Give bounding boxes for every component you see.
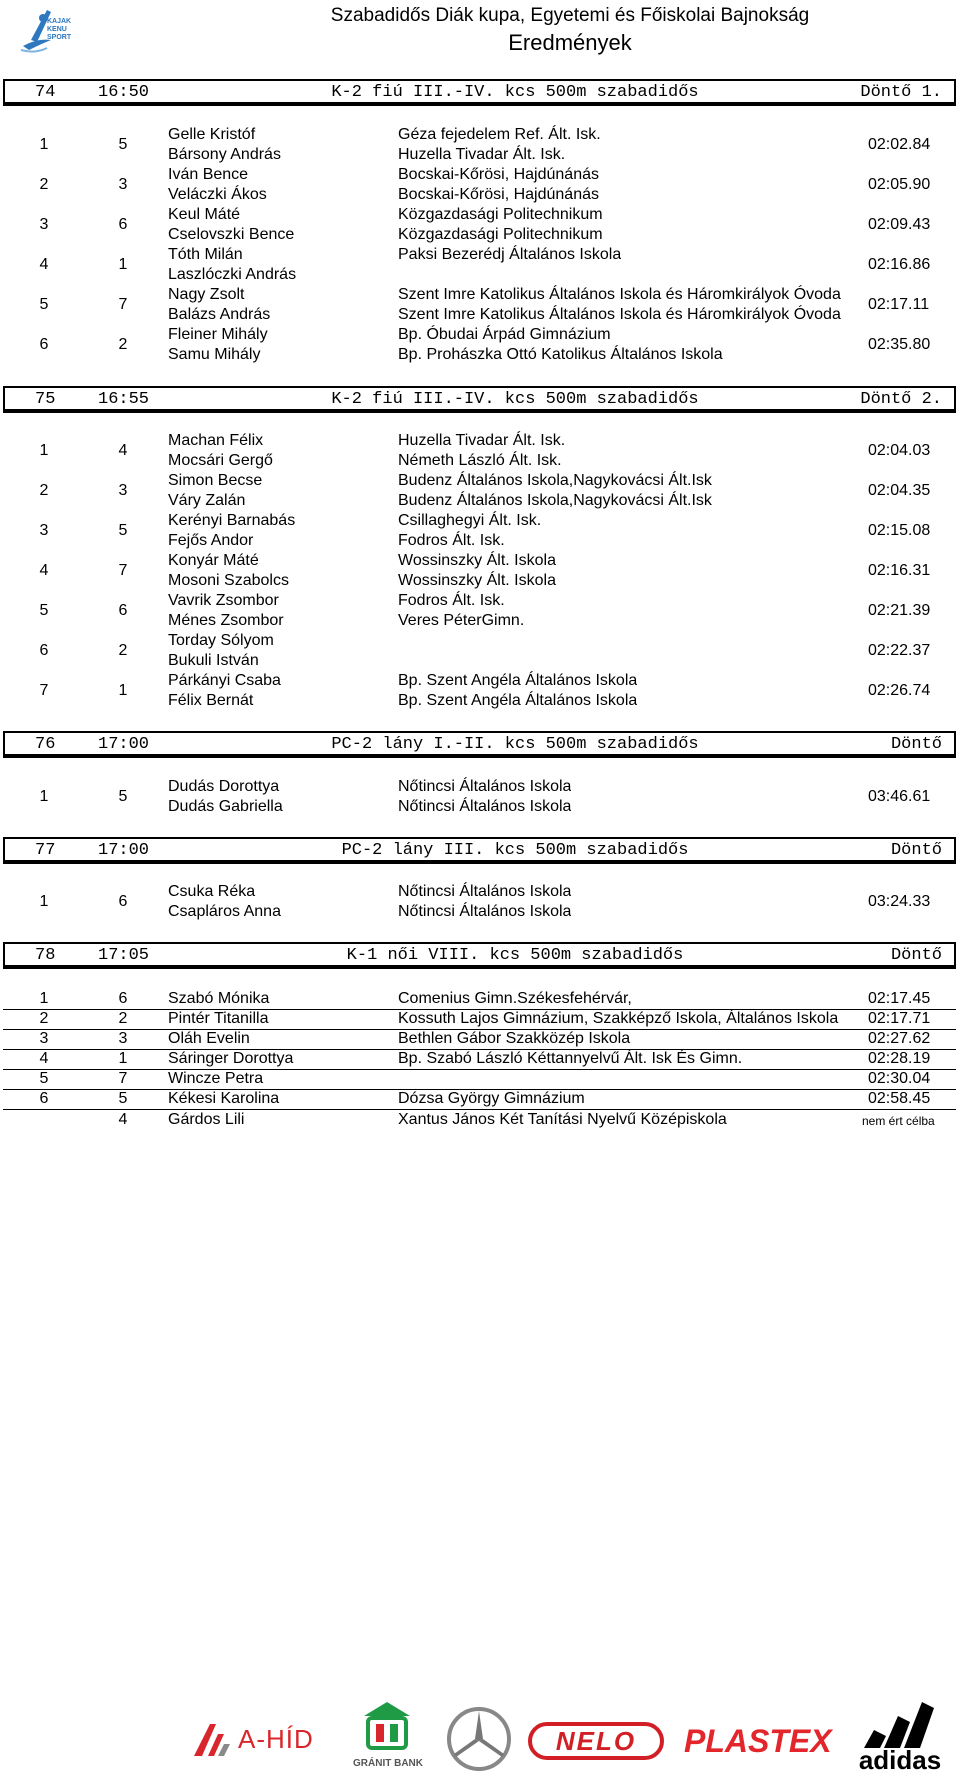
club-name: Bp. Szent Angéla Általános Iskola (398, 672, 638, 689)
lane: 1 (118, 1050, 128, 1067)
result-time: 02:58.45 (868, 1090, 931, 1107)
club-name: Nőtincsi Általános Iskola (398, 798, 572, 815)
event-round: Döntő (890, 841, 942, 860)
lane: 7 (118, 1070, 128, 1087)
granit-bank-mark-icon (362, 1700, 412, 1752)
place: 4 (39, 256, 49, 273)
club-name: Bp. Óbudai Árpád Gimnázium (398, 326, 611, 343)
event-name: PC-2 lány III. kcs 500m szabadidős (341, 841, 689, 860)
athlete-name: Pintér Titanilla (168, 1010, 269, 1027)
club-name: Bocskai-Kőrösi, Hajdúnánás (398, 166, 599, 183)
lane: 1 (118, 256, 128, 273)
athlete-name: Fejős Andor (168, 532, 254, 549)
club-name: Huzella Tivadar Ált. Isk. (398, 146, 566, 163)
event-time: 17:00 (98, 841, 150, 860)
club-name: Fodros Ált. Isk. (398, 592, 505, 609)
result-time: 02:04.03 (868, 442, 931, 459)
place: 6 (39, 1090, 49, 1107)
athlete-name: Machan Félix (168, 432, 264, 449)
club-name: Szent Imre Katolikus Általános Iskola és Háromkirályok Óvoda (398, 286, 841, 303)
event-time: 17:05 (98, 946, 150, 965)
result-time: 02:27.62 (868, 1030, 931, 1047)
ahid-mark-icon (192, 1720, 236, 1760)
place: 6 (39, 642, 49, 659)
event-round: Döntő (890, 735, 942, 754)
place: 6 (39, 336, 49, 353)
club-name: Fodros Ált. Isk. (398, 532, 505, 549)
result-time: 02:02.84 (868, 136, 931, 153)
adidas-label: adidas (858, 1745, 942, 1775)
sponsor-adidas (850, 1700, 950, 1776)
event-round: Döntő 1. (860, 83, 942, 102)
event-number: 74 (35, 83, 56, 102)
place: 3 (39, 1030, 49, 1047)
athlete-name: Keul Máté (168, 206, 241, 223)
club-name: Szent Imre Katolikus Általános Iskola és Háromkirályok Óvoda (398, 306, 841, 323)
athlete-name: Veláczki Ákos (168, 186, 267, 203)
lane: 6 (118, 216, 128, 233)
athlete-name: Balázs András (168, 306, 271, 323)
lane: 2 (118, 336, 128, 353)
club-name: Közgazdasági Politechnikum (398, 226, 603, 243)
club-name: Kossuth Lajos Gimnázium, Szakképző Iskola, Általános Iskola (398, 1010, 839, 1027)
place: 1 (39, 893, 49, 910)
athlete-name: Szabó Mónika (168, 990, 270, 1007)
result-time: 02:28.19 (868, 1050, 931, 1067)
result-time: 02:16.31 (868, 562, 931, 579)
lane: 3 (118, 176, 128, 193)
logo-text-kajak: KAJAK (47, 18, 72, 25)
athlete-name: Dudás Dorottya (168, 778, 280, 795)
athlete-name: Tóth Milán (168, 246, 243, 263)
club-name: Wossinszky Ált. Iskola (398, 572, 556, 589)
sponsor-nelo (528, 1722, 668, 1762)
row-divider (3, 1069, 956, 1070)
lane: 7 (118, 296, 128, 313)
plastex-label: PLASTEX (684, 1723, 832, 1759)
event-number: 75 (35, 390, 56, 409)
result-time: 02:16.86 (868, 256, 931, 273)
club-name: Nőtincsi Általános Iskola (398, 903, 572, 920)
athlete-name: Oláh Evelin (168, 1030, 250, 1047)
event-header (3, 79, 956, 106)
event-name: PC-2 lány I.-II. kcs 500m szabadidős (331, 735, 699, 754)
club-name: Budenz Általános Iskola,Nagykovácsi Ált.Isk (398, 472, 712, 489)
result-time: 02:17.11 (868, 296, 930, 313)
result-time: 02:21.39 (868, 602, 931, 619)
lane: 6 (118, 602, 128, 619)
athlete-name: Csapláros Anna (168, 903, 281, 920)
lane: 1 (118, 682, 128, 699)
result-time: 02:35.80 (868, 336, 931, 353)
club-name: Géza fejedelem Ref. Ált. Isk. (398, 126, 601, 143)
place: 2 (39, 1010, 49, 1027)
place: 1 (39, 442, 49, 459)
event-name: K-2 fiú III.-IV. kcs 500m szabadidős (331, 390, 699, 409)
event-time: 16:55 (98, 390, 150, 409)
club-name: Veres PéterGimn. (398, 612, 525, 629)
kajak-kenu-sport-logo (17, 4, 81, 56)
lane: 5 (118, 788, 128, 805)
club-name: Wossinszky Ált. Iskola (398, 552, 556, 569)
event-time: 16:50 (98, 83, 150, 102)
lane: 7 (118, 562, 128, 579)
sponsor-mercedes (446, 1706, 512, 1772)
place: 3 (39, 522, 49, 539)
athlete-name: Félix Bernát (168, 692, 254, 709)
place: 5 (39, 1070, 49, 1087)
event-number: 76 (35, 735, 56, 754)
result-time: 02:09.43 (868, 216, 931, 233)
event-header (3, 837, 956, 864)
event-header (3, 731, 956, 758)
event-round: Döntő 2. (860, 390, 942, 409)
athlete-name: Sáringer Dorottya (168, 1050, 294, 1067)
athlete-name: Párkányi Csaba (168, 672, 281, 689)
club-name: Bp. Prohászka Ottó Katolikus Általános Iskola (398, 346, 723, 363)
place: 1 (39, 788, 49, 805)
event-time: 17:00 (98, 735, 150, 754)
club-name: Paksi Bezerédj Általános Iskola (398, 246, 622, 263)
place: 7 (39, 682, 49, 699)
athlete-name: Mocsári Gergő (168, 452, 273, 469)
place: 5 (39, 602, 49, 619)
lane: 4 (118, 1111, 128, 1128)
athlete-name: Nagy Zsolt (168, 286, 245, 303)
result-time: 02:04.35 (868, 482, 931, 499)
athlete-name: Cselovszki Bence (168, 226, 295, 243)
athlete-name: Vavrik Zsombor (168, 592, 279, 609)
place: 4 (39, 562, 49, 579)
result-time: 02:30.04 (868, 1070, 931, 1087)
result-time: 02:17.45 (868, 990, 931, 1007)
lane: 3 (118, 1030, 128, 1047)
result-time: 02:05.90 (868, 176, 931, 193)
result-time: 03:24.33 (868, 893, 931, 910)
athlete-name: Dudás Gabriella (168, 798, 283, 815)
mercedes-star-icon (446, 1706, 512, 1772)
logo-text-kenu: KENU (47, 26, 67, 33)
event-number: 77 (35, 841, 56, 860)
lane: 5 (118, 136, 128, 153)
athlete-name: Mosoni Szabolcs (168, 572, 289, 589)
club-name: Bp. Szent Angéla Általános Iskola (398, 692, 638, 709)
athlete-name: Csuka Réka (168, 883, 256, 900)
place: 4 (39, 1050, 49, 1067)
nelo-label: NELO (555, 1726, 637, 1756)
logo-text-sport: SPORT (47, 34, 72, 41)
sponsor-plastex (684, 1720, 830, 1764)
athlete-name: Váry Zalán (168, 492, 246, 509)
club-name: Dózsa György Gimnázium (398, 1090, 585, 1107)
result-time: 03:46.61 (868, 788, 931, 805)
place: 1 (39, 136, 49, 153)
lane: 2 (118, 642, 128, 659)
place: 5 (39, 296, 49, 313)
club-name: Közgazdasági Politechnikum (398, 206, 603, 223)
club-name: Budenz Általános Iskola,Nagykovácsi Ált.Isk (398, 492, 712, 509)
place: 2 (39, 482, 49, 499)
event-header (3, 386, 956, 413)
club-name: Nőtincsi Általános Iskola (398, 778, 572, 795)
page-title: Szabadidős Diák kupa, Egyetemi és Főiskolai Bajnokság (330, 5, 810, 26)
result-time: nem ért célba (862, 1114, 935, 1128)
lane: 5 (118, 1090, 128, 1107)
event-name: K-2 fiú III.-IV. kcs 500m szabadidős (331, 83, 699, 102)
event-round: Döntő (890, 946, 942, 965)
event-name: K-1 női VIII. kcs 500m szabadidős (346, 946, 684, 965)
club-name: Bocskai-Kőrösi, Hajdúnánás (398, 186, 599, 203)
athlete-name: Kerényi Barnabás (168, 512, 296, 529)
result-time: 02:15.08 (868, 522, 931, 539)
ahid-label: A-HÍD (238, 1724, 314, 1754)
athlete-name: Samu Mihály (168, 346, 261, 363)
lane: 6 (118, 893, 128, 910)
sponsor-ahid (192, 1718, 342, 1762)
page-subtitle: Eredmények (508, 30, 632, 55)
athlete-name: Konyár Máté (168, 552, 259, 569)
athlete-name: Torday Sólyom (168, 632, 274, 649)
club-name: Bp. Szabó László Kéttannyelvű Ált. Isk És Gimn. (398, 1050, 743, 1067)
athlete-name: Ménes Zsombor (168, 612, 284, 629)
granit-bank-label: GRÁNIT BANK (353, 1758, 423, 1769)
club-name: Németh László Ált. Isk. (398, 452, 562, 469)
athlete-name: Simon Becse (168, 472, 263, 489)
athlete-name: Wincze Petra (168, 1070, 264, 1087)
athlete-name: Laszlóczki András (168, 266, 297, 283)
club-name: Csillaghegyi Ált. Isk. (398, 512, 542, 529)
club-name: Xantus János Két Tanítási Nyelvű Középiskola (398, 1111, 727, 1128)
result-time: 02:17.71 (868, 1010, 931, 1027)
athlete-name: Kékesi Karolina (168, 1090, 280, 1107)
event-header (3, 942, 956, 969)
athlete-name: Iván Bence (168, 166, 249, 183)
athlete-name: Gárdos Lili (168, 1111, 245, 1128)
athlete-name: Bukuli István (168, 652, 259, 669)
athlete-name: Fleiner Mihály (168, 326, 268, 343)
athlete-name: Bársony András (168, 146, 281, 163)
place: 2 (39, 176, 49, 193)
club-name: Comenius Gimn.Székesfehérvár, (398, 990, 632, 1007)
place: 3 (39, 216, 49, 233)
lane: 4 (118, 442, 128, 459)
result-time: 02:26.74 (868, 682, 931, 699)
lane: 6 (118, 990, 128, 1007)
club-name: Nőtincsi Általános Iskola (398, 883, 572, 900)
result-time: 02:22.37 (868, 642, 931, 659)
club-name: Bethlen Gábor Szakközép Iskola (398, 1030, 631, 1047)
athlete-name: Gelle Kristóf (168, 126, 256, 143)
club-name: Huzella Tivadar Ált. Isk. (398, 432, 566, 449)
event-number: 78 (35, 946, 56, 965)
lane: 3 (118, 482, 128, 499)
lane: 2 (118, 1010, 128, 1027)
adidas-three-stripes-icon (858, 1700, 938, 1748)
sponsor-granit-bank (340, 1700, 436, 1774)
lane: 5 (118, 522, 128, 539)
place: 1 (39, 990, 49, 1007)
